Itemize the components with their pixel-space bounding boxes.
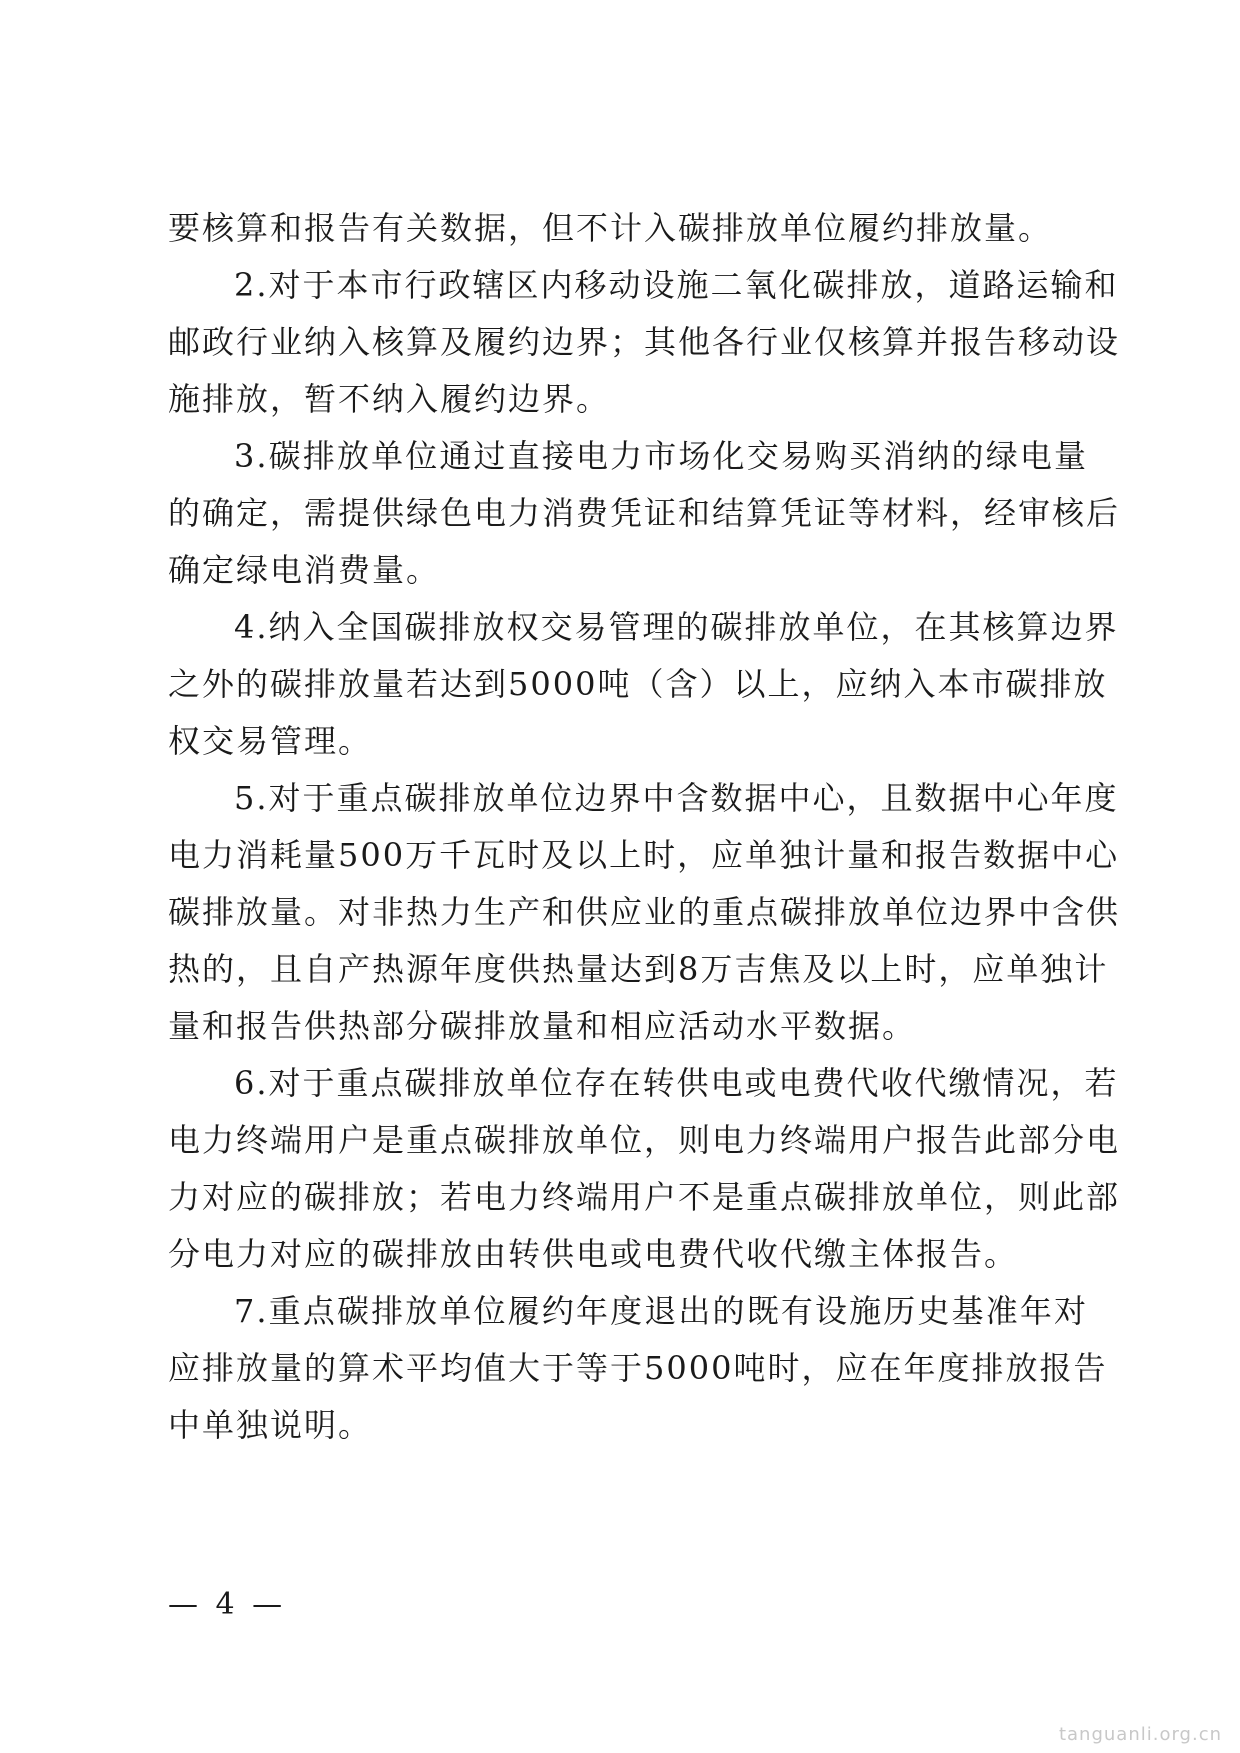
text-line: 6.对于重点碳排放单位存在转供电或电费代收代缴情况，若 [234,1064,1119,1102]
text-line: 要核算和报告有关数据，但不计入碳排放单位履约排放量。 [168,209,1053,247]
text-line: 量和报告供热部分碳排放量和相应活动水平数据。 [168,1007,917,1045]
text-line: 热的，且自产热源年度供热量达到8万吉焦及以上时，应单独计 [168,950,1109,988]
page-number: — 4 — [168,1587,287,1622]
text-line: 5.对于重点碳排放单位边界中含数据中心，且数据中心年度 [234,779,1119,817]
text-line: 应排放量的算术平均值大于等于5000吨时，应在年度排放报告 [168,1349,1108,1387]
text-line: 7.重点碳排放单位履约年度退出的既有设施历史基准年对 [234,1292,1088,1330]
text-line: 4.纳入全国碳排放权交易管理的碳排放单位，在其核算边界 [234,608,1119,646]
text-line: 力对应的碳排放；若电力终端用户不是重点碳排放单位，则此部 [168,1178,1121,1216]
text-line: 邮政行业纳入核算及履约边界；其他各行业仅核算并报告移动设 [168,323,1121,361]
text-line: 确定绿电消费量。 [168,551,441,589]
text-line: 施排放，暂不纳入履约边界。 [168,380,611,418]
text-line: 分电力对应的碳排放由转供电或电费代收代缴主体报告。 [168,1235,1019,1273]
text-line: 权交易管理。 [168,722,373,760]
text-line: 电力消耗量500万千瓦时及以上时，应单独计量和报告数据中心 [168,836,1120,874]
watermark: tanguanli.org.cn [1058,1724,1222,1745]
text-line: 中单独说明。 [168,1406,373,1444]
text-line: 2.对于本市行政辖区内移动设施二氧化碳排放，道路运输和 [234,266,1119,304]
text-line: 的确定，需提供绿色电力消费凭证和结算凭证等材料，经审核后 [168,494,1121,532]
text-line: 碳排放量。对非热力生产和供应业的重点碳排放单位边界中含供 [168,893,1121,931]
text-line: 电力终端用户是重点碳排放单位，则电力终端用户报告此部分电 [168,1121,1121,1159]
text-line: 之外的碳排放量若达到5000吨（含）以上，应纳入本市碳排放 [168,665,1108,703]
text-line: 3.碳排放单位通过直接电力市场化交易购买消纳的绿电量 [234,437,1088,475]
